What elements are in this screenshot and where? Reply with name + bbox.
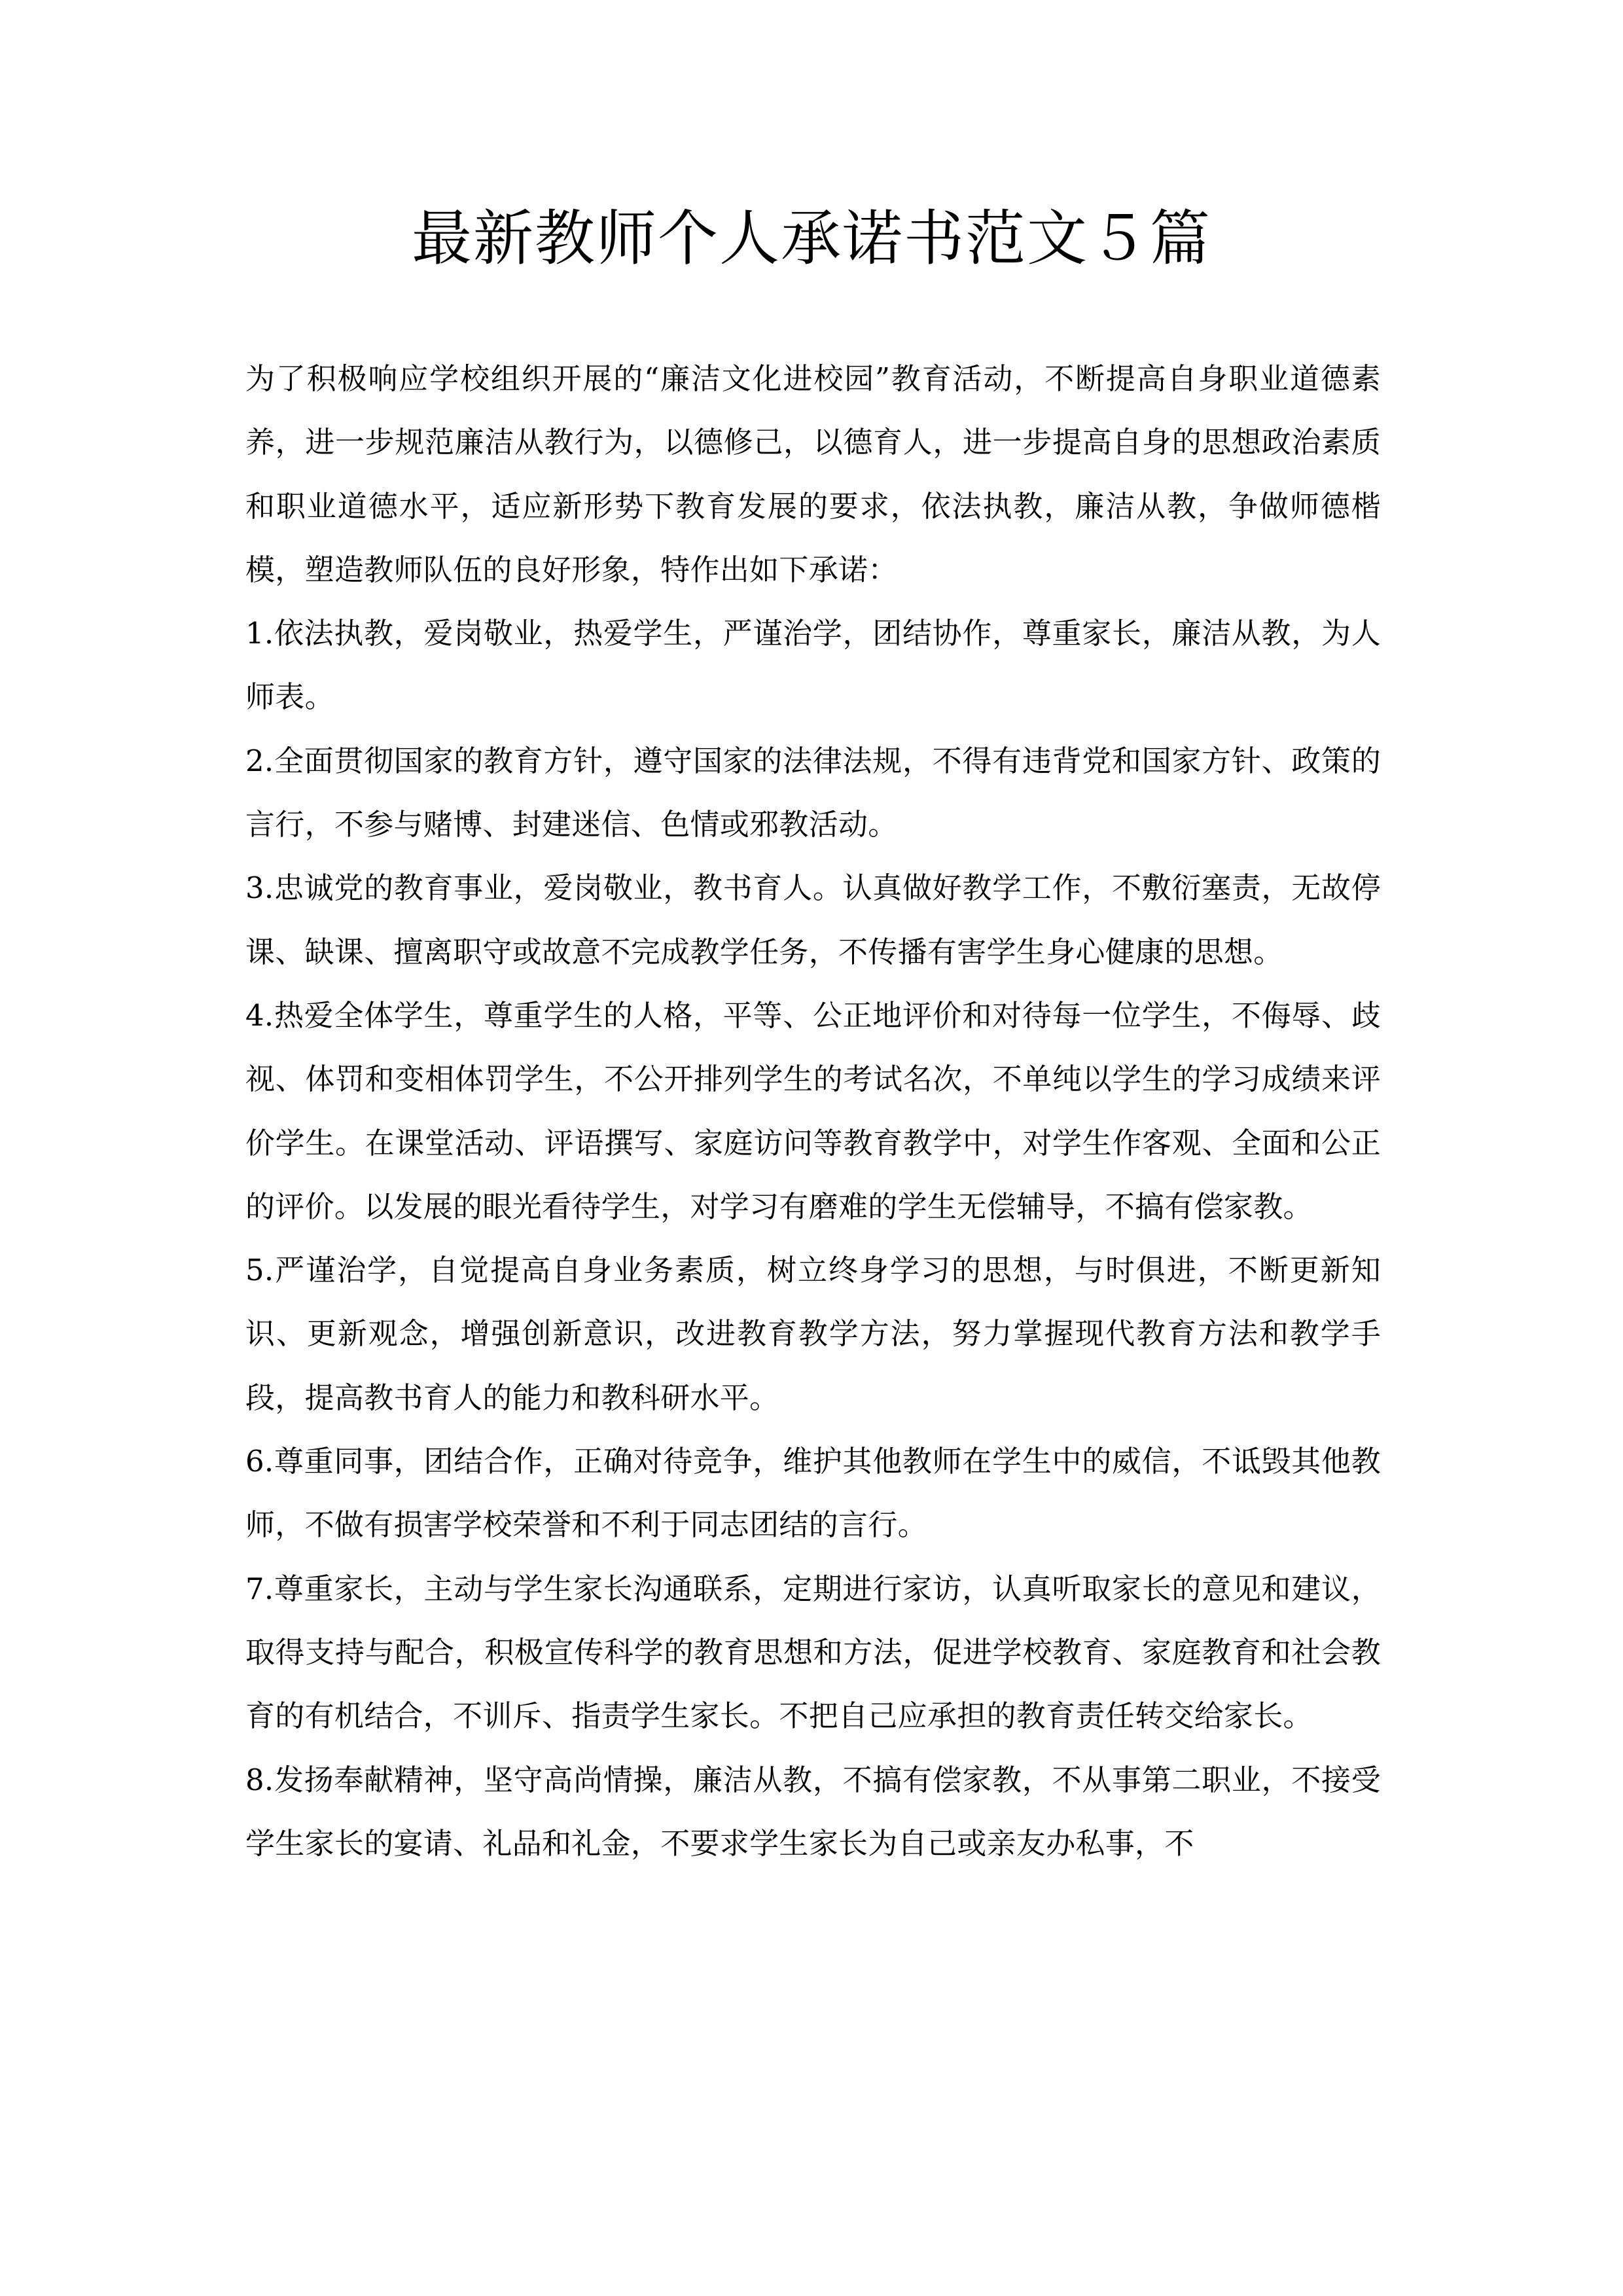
document-title: 最新教师个人承诺书范文５篇 bbox=[411, 204, 1211, 274]
pledge-item-4: 4.热爱全体学生，尊重学生的人格，平等、公正地评价和对待每一位学生，不侮辱、歧视、体罚和变相体罚学生，不公开排列学生的考试名次，不单纯以学生的学习成绩来评价学生。在课堂活动、评语撰写、家庭访问等教育教学中，对学生作客观、全面和公正的评价。以发展的眼光看待学生，对学习有磨难的学生无偿辅导，不搞有偿家教。 bbox=[245, 997, 1381, 1224]
pledge-item-2: 2.全面贯彻国家的教育方针，遵守国家的法律法规，不得有违背党和国家方针、政策的言行，不参与赌博、封建迷信、色情或邪教活动。 bbox=[245, 743, 1381, 842]
intro-paragraph: 为了积极响应学校组织开展的“廉洁文化进校园”教育活动，不断提高自身职业道德素养，进一步规范廉洁从教行为，以德修己，以德育人，进一步提高自身的思想政治素质和职业道德水平，适应新形势下教育发展的要求，依法执教，廉洁从教，争做师德楷模，塑造教师队伍的良好形象，特作出如下承诺： bbox=[245, 361, 1381, 587]
pledge-item-6: 6.尊重同事，团结合作，正确对待竞争，维护其他教师在学生中的威信，不诋毁其他教师，不做有损害学校荣誉和不利于同志团结的言行。 bbox=[245, 1444, 1381, 1543]
pledge-item-8: 8.发扬奉献精神，坚守高尚情操，廉洁从教，不搞有偿家教，不从事第二职业，不接受学生家长的宴请、礼品和礼金，不要求学生家长为自己或亲友办私事，不 bbox=[245, 1762, 1381, 1861]
pledge-item-5: 5.严谨治学，自觉提高自身业务素质，树立终身学习的思想，与时俱进，不断更新知识、更新观念，增强创新意识，改进教育教学方法，努力掌握现代教育方法和教学手段，提高教书育人的能力和教科研水平。 bbox=[245, 1253, 1381, 1415]
pledge-item-7: 7.尊重家长，主动与学生家长沟通联系，定期进行家访，认真听取家长的意见和建议，取得支持与配合，积极宣传科学的教育思想和方法，促进学校教育、家庭教育和社会教育的有机结合，不训斥、指责学生家长。不把自己应承担的教育责任转交给家长。 bbox=[245, 1571, 1381, 1734]
document-body bbox=[245, 347, 1381, 1875]
pledge-item-1: 1.依法执教，爱岗敬业，热爱学生，严谨治学，团结协作，尊重家长，廉洁从教，为人师表。 bbox=[245, 616, 1381, 715]
pledge-item-3: 3.忠诚党的教育事业，爱岗敬业，教书育人。认真做好教学工作，不敷衍塞责，无故停课、缺课、擅离职守或故意不完成教学任务，不传播有害学生身心健康的思想。 bbox=[245, 870, 1381, 969]
